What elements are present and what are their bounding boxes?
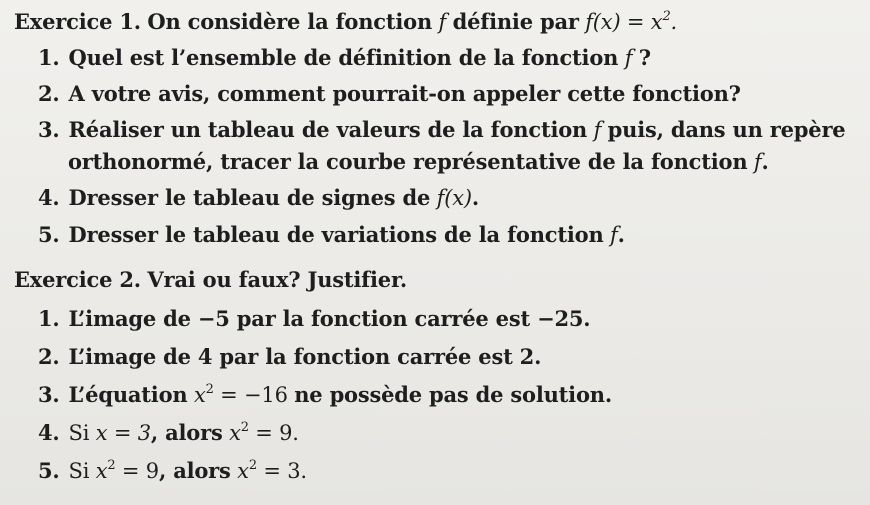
ex2-question-2: 2. L’image de 4 par la fonction carrée est 2.: [38, 344, 542, 369]
ex1-f-symbol: f: [438, 10, 447, 34]
ex2-question-3: 3. L’équation $x^2 = -16$ ne possède pas de solution.: [38, 382, 612, 407]
ex2-heading: Exercice 2.: [14, 267, 141, 292]
ex2-intro-line: [14, 266, 407, 294]
ex1-definie-par: définie par: [452, 9, 579, 34]
ex1-heading: Exercice 1.: [14, 9, 141, 34]
ex2-question-1: 1. L’image de −5 par la fonction carrée est −25.: [38, 306, 591, 331]
ex1-question-4: 4. Dresser le tableau de signes de f(x).: [38, 185, 479, 210]
ex2-intro-text: Vrai ou faux? Justifier.: [147, 267, 407, 292]
ex1-question-3-continued: orthonormé, tracer la courbe représentative de la fonction f.: [68, 149, 769, 174]
ex1-intro-line: [14, 8, 677, 36]
ex2-question-5: 5. Si $x^2 = 9$, alors $x^2 = 3$.: [38, 458, 307, 483]
ex1-question-3: 3. Réaliser un tableau de valeurs de la fonction f puis, dans un repère: [38, 117, 846, 142]
ex1-formula: $f(x) = x^2$.: [585, 9, 677, 34]
ex1-question-5: 5. Dresser le tableau de variations de la fonction f.: [38, 222, 625, 247]
ex2-question-4: 4. Si x = 3, alors $x^2 = 9$.: [38, 420, 299, 445]
ex1-question-1: 1. Quel est l’ensemble de définition de la fonction f ?: [38, 45, 651, 70]
ex1-question-2: 2. A votre avis, comment pourrait-on appeler cette fonction?: [38, 81, 741, 106]
ex1-intro-text: On considère la fonction: [147, 9, 433, 34]
